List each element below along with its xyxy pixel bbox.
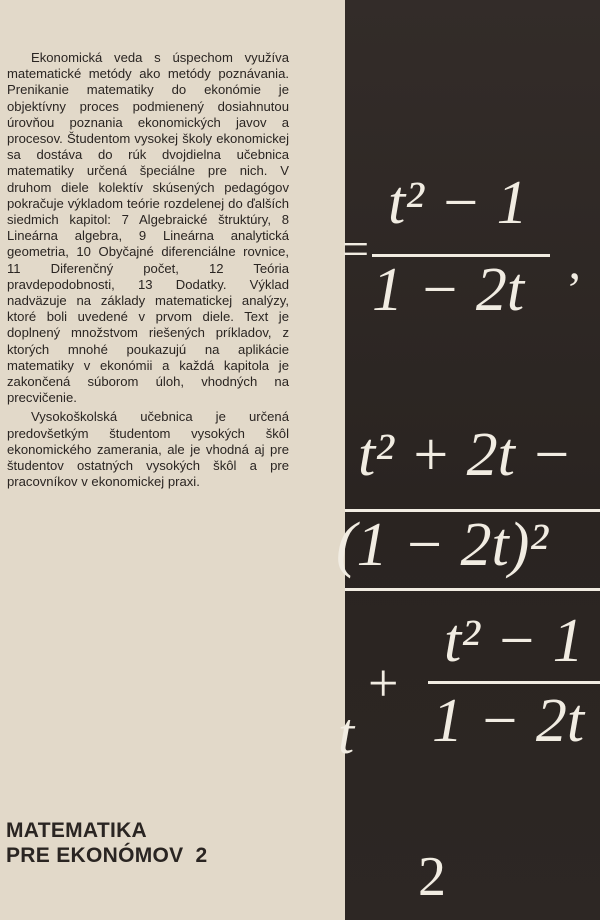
formula-1-denominator: 1 − 2t — [372, 256, 525, 324]
formula-2-main-bar — [345, 588, 600, 591]
book-title — [6, 818, 207, 868]
description-paragraph-2: Vysokoškolská učebnica je určená predovšetkým študentom vysokých škôl ekonomického zamerania, ale je vhodná aj pre študentov ostatných vysokých škôl a pre pracovníkov v ekonomickej praxi. — [7, 409, 289, 490]
formula-1-numerator: t² − 1 — [388, 169, 528, 237]
title-line-2: PRE EKONÓMOV — [6, 844, 184, 867]
title-volume: 2 — [195, 844, 208, 867]
formula-3-fraction-bar — [428, 681, 600, 684]
formula-2-denominator: (1 − 2t)² — [336, 511, 548, 579]
book-description — [7, 50, 289, 490]
volume-number: 2 — [418, 846, 446, 908]
formula-1-equals: = — [342, 223, 370, 276]
title-line-1: MATEMATIKA — [6, 819, 148, 842]
formula-2-numerator: t² + 2t − — [358, 421, 573, 489]
formula-3-plus: + — [368, 653, 399, 713]
formula-3-denominator: 1 − 2t — [432, 687, 585, 755]
formula-1-comma: ’ — [566, 261, 583, 317]
description-paragraph-1: Ekonomická veda s úspechom využíva matematické metódy ako metódy poznávania. Prenikanie matematiky do ekonómie je objektívny proces podmienený dosiahnutou úrovňou poznania ekonomických javov a procesov. Študentom vysokej školy ekonomickej sa dostáva do rúk dvojdielna učebnica matematiky určená špeciálne pre nich. V druhom diele kolektív skúsených pedagógov pokračuje výkladom teórie rozdelenej do ďalších siedmich kapitol: 7 Algebraické štruktúry, 8 Lineárna algebra, 9 Lineárna analytická geometria, 10 Obyčajné diferenciálne rovnice, 11 Diferenčný počet, 12 Teória pravdepodobnosti, 13 Dodatky. Výklad nadväzuje na základy matematickej analýzy, ktoré boli uvedené v prvom diele. Text je doplnený množstvom riešených príkladov, z ktorých mnohé poukazujú na aplikácie matematiky v ekonómii a každá kapitola je zakončená súborom úloh, vhodných na precvičenie. — [7, 50, 289, 406]
formula-3-numerator: t² − 1 — [444, 607, 584, 675]
formula-3-prefix: t — [338, 701, 355, 766]
